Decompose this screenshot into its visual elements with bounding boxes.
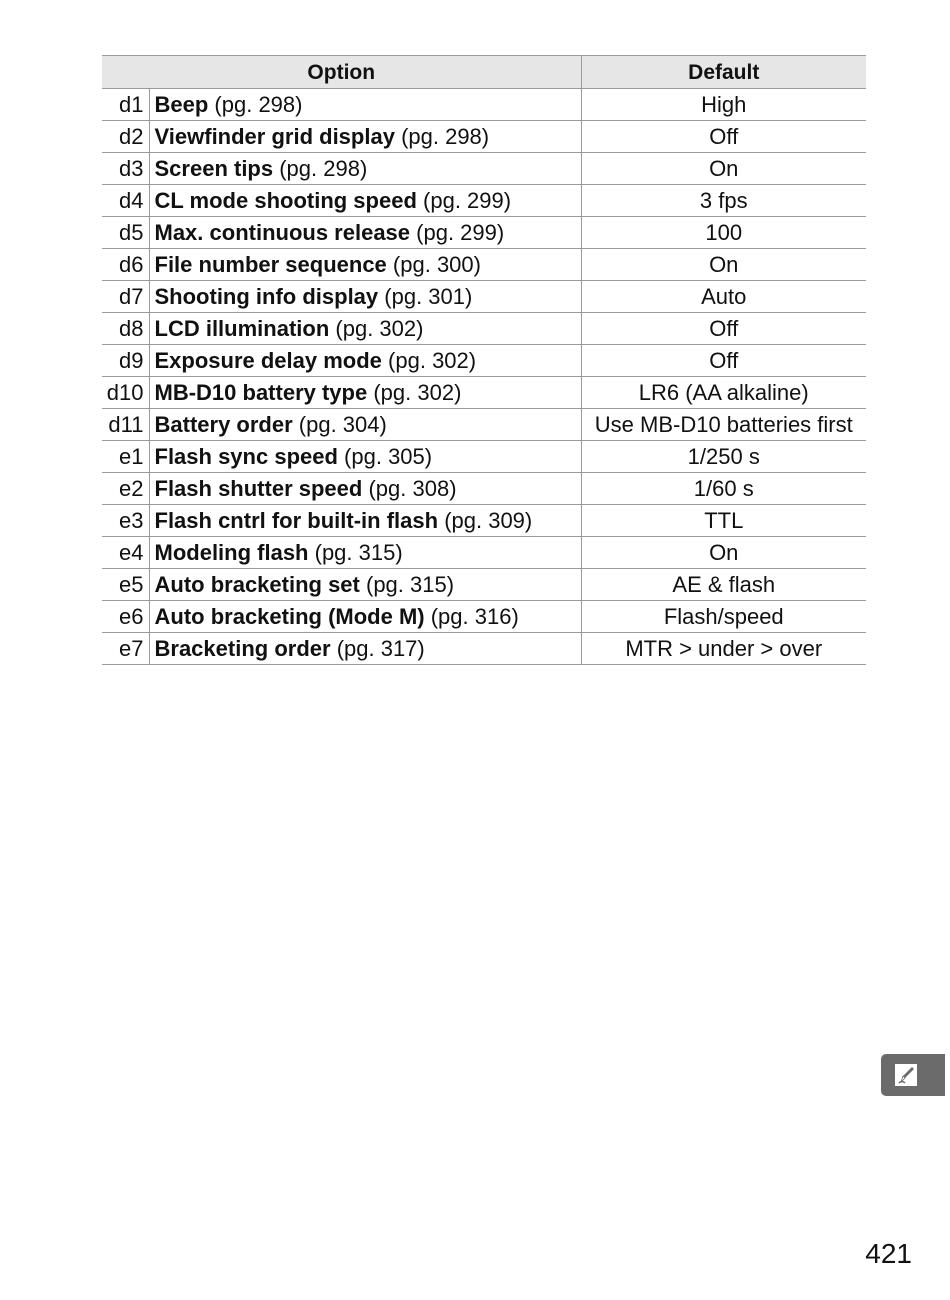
setting-name: Flash shutter speed xyxy=(154,476,363,501)
table-row xyxy=(102,377,866,409)
setting-code: d1 xyxy=(102,89,149,121)
setting-name: Viewfinder grid display xyxy=(154,124,395,149)
page-reference: (pg. 298) xyxy=(214,92,303,117)
table-row xyxy=(102,217,866,249)
page-reference: (pg. 301) xyxy=(384,284,473,309)
setting-name: Exposure delay mode xyxy=(154,348,382,373)
table-row xyxy=(102,409,866,441)
table-row xyxy=(102,89,866,121)
page-reference: (pg. 300) xyxy=(392,252,481,277)
default-value: 1/60 s xyxy=(581,473,866,505)
page-reference: (pg. 315) xyxy=(366,572,455,597)
table-row xyxy=(102,313,866,345)
table-row xyxy=(102,441,866,473)
setting-name: Shooting info display xyxy=(154,284,379,309)
table-row xyxy=(102,601,866,633)
default-value: MTR > under > over xyxy=(581,633,866,665)
page-reference: (pg. 309) xyxy=(444,508,533,533)
setting-name: Modeling flash xyxy=(154,540,309,565)
page-reference: (pg. 299) xyxy=(423,188,512,213)
default-value: Use MB-D10 batteries first xyxy=(581,409,866,441)
setting-name: Flash sync speed xyxy=(154,444,338,469)
setting-name: Screen tips xyxy=(154,156,274,181)
default-value: Off xyxy=(581,345,866,377)
setting-option xyxy=(149,153,581,185)
page-reference: (pg. 298) xyxy=(401,124,490,149)
default-value: Off xyxy=(581,313,866,345)
setting-code: d8 xyxy=(102,313,149,345)
setting-option xyxy=(149,281,581,313)
setting-code: e4 xyxy=(102,537,149,569)
page-reference: (pg. 298) xyxy=(279,156,368,181)
table-row xyxy=(102,345,866,377)
setting-code: d5 xyxy=(102,217,149,249)
setting-name: Battery order xyxy=(154,412,293,437)
default-value: Flash/speed xyxy=(581,601,866,633)
table-row xyxy=(102,473,866,505)
setting-option xyxy=(149,633,581,665)
table-row xyxy=(102,537,866,569)
setting-option xyxy=(149,313,581,345)
setting-name: Auto bracketing (Mode M) xyxy=(154,604,425,629)
setting-code: e3 xyxy=(102,505,149,537)
setting-option xyxy=(149,185,581,217)
table-header-row xyxy=(102,56,866,89)
default-value: On xyxy=(581,537,866,569)
page-reference: (pg. 302) xyxy=(335,316,424,341)
setting-option xyxy=(149,217,581,249)
table-row xyxy=(102,505,866,537)
setting-name: Bracketing order xyxy=(154,636,331,661)
table-row xyxy=(102,185,866,217)
setting-code: e1 xyxy=(102,441,149,473)
table-body xyxy=(102,89,866,665)
setting-option xyxy=(149,569,581,601)
setting-code: e5 xyxy=(102,569,149,601)
setting-option xyxy=(149,409,581,441)
setting-name: MB-D10 battery type xyxy=(154,380,368,405)
table-row xyxy=(102,569,866,601)
section-tab xyxy=(881,1054,945,1096)
table-row xyxy=(102,281,866,313)
setting-option xyxy=(149,345,581,377)
default-value: 1/250 s xyxy=(581,441,866,473)
setting-code: d4 xyxy=(102,185,149,217)
default-value: AE & flash xyxy=(581,569,866,601)
default-value: TTL xyxy=(581,505,866,537)
page-reference: (pg. 317) xyxy=(336,636,425,661)
page-number: 421 xyxy=(865,1238,912,1269)
setting-option xyxy=(149,505,581,537)
page-reference: (pg. 315) xyxy=(314,540,403,565)
page-reference: (pg. 304) xyxy=(298,412,387,437)
setting-name: Auto bracketing set xyxy=(154,572,360,597)
table-row xyxy=(102,153,866,185)
table-row xyxy=(102,249,866,281)
page-reference: (pg. 302) xyxy=(388,348,477,373)
setting-option xyxy=(149,377,581,409)
setting-option xyxy=(149,121,581,153)
default-value: 100 xyxy=(581,217,866,249)
setting-code: d3 xyxy=(102,153,149,185)
setting-name: Max. continuous release xyxy=(154,220,411,245)
table-row xyxy=(102,121,866,153)
default-column-header: Default xyxy=(581,56,866,89)
setting-name: Beep xyxy=(154,92,209,117)
setting-code: e6 xyxy=(102,601,149,633)
setting-code: d10 xyxy=(102,377,149,409)
default-value: LR6 (AA alkaline) xyxy=(581,377,866,409)
default-value: High xyxy=(581,89,866,121)
setting-code: d9 xyxy=(102,345,149,377)
setting-option xyxy=(149,441,581,473)
setting-name: File number sequence xyxy=(154,252,387,277)
option-column-header: Option xyxy=(102,56,581,89)
page-reference: (pg. 299) xyxy=(416,220,505,245)
default-value: On xyxy=(581,249,866,281)
setting-option xyxy=(149,601,581,633)
custom-settings-defaults-table xyxy=(102,55,866,665)
setting-name: LCD illumination xyxy=(154,316,330,341)
table-row xyxy=(102,633,866,665)
setting-option xyxy=(149,473,581,505)
setting-name: CL mode shooting speed xyxy=(154,188,417,213)
default-value: 3 fps xyxy=(581,185,866,217)
default-value: Off xyxy=(581,121,866,153)
setting-option xyxy=(149,249,581,281)
default-value: On xyxy=(581,153,866,185)
setting-code: d7 xyxy=(102,281,149,313)
page-reference: (pg. 308) xyxy=(368,476,457,501)
setting-code: e7 xyxy=(102,633,149,665)
setting-option xyxy=(149,89,581,121)
setting-name: Flash cntrl for built-in flash xyxy=(154,508,439,533)
pencil-menu-icon xyxy=(893,1062,919,1088)
setting-code: e2 xyxy=(102,473,149,505)
setting-code: d6 xyxy=(102,249,149,281)
page-reference: (pg. 305) xyxy=(344,444,433,469)
default-value: Auto xyxy=(581,281,866,313)
setting-code: d11 xyxy=(102,409,149,441)
page-reference: (pg. 302) xyxy=(373,380,462,405)
page-reference: (pg. 316) xyxy=(430,604,519,629)
setting-code: d2 xyxy=(102,121,149,153)
setting-option xyxy=(149,537,581,569)
